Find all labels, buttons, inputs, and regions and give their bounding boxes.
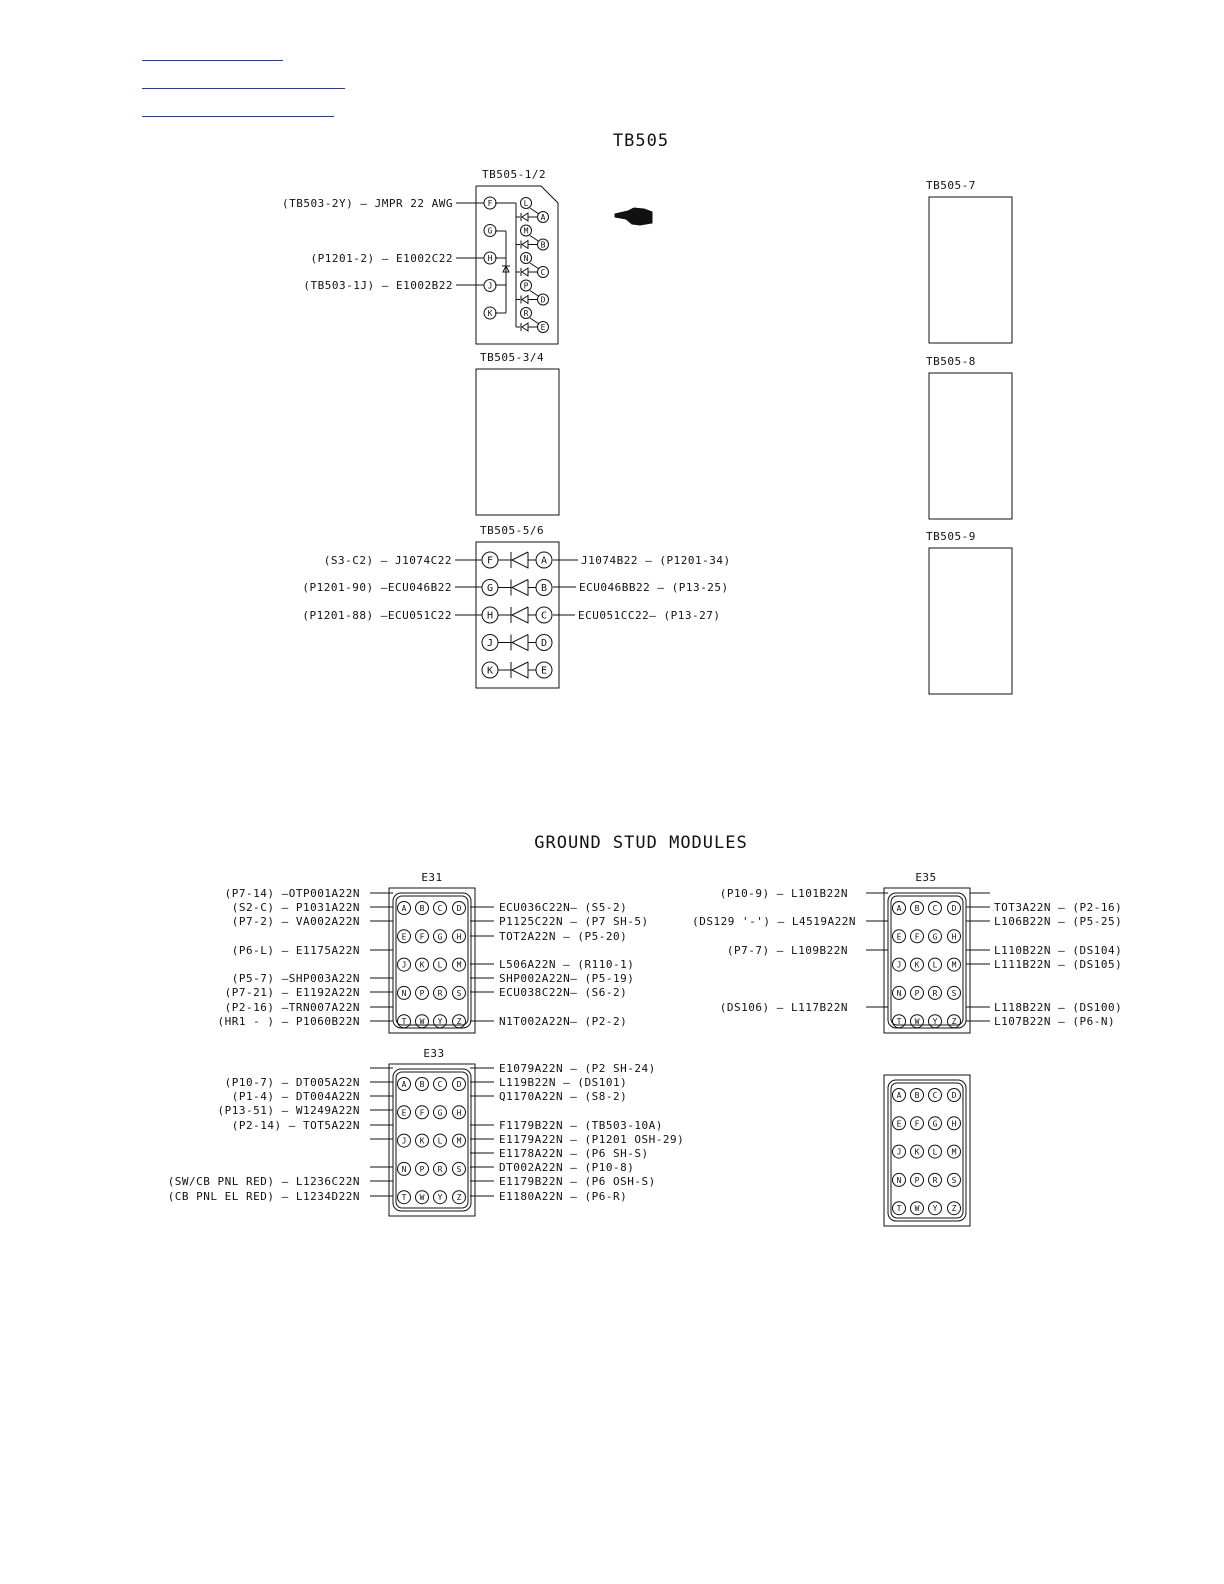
e31-pin-h <box>453 930 466 943</box>
tb505-5-6-label: TB505-5/6 <box>480 524 545 537</box>
svg-text:R: R <box>437 988 443 998</box>
e33-pin-j <box>398 1134 411 1147</box>
svg-text:F: F <box>419 1108 425 1118</box>
svg-text:R: R <box>523 309 529 318</box>
svg-text:B: B <box>914 904 920 913</box>
tb505-5-6-pin-f <box>482 552 498 568</box>
svg-text:C: C <box>437 904 443 913</box>
svg-text:H: H <box>456 1108 462 1118</box>
e31-left-label-2: (S2-C) — P1031A22N <box>231 901 360 914</box>
tb505-1-2-pin-a <box>538 212 549 223</box>
svg-text:J: J <box>896 1147 902 1157</box>
svg-text:G: G <box>932 932 938 942</box>
svg-text:D: D <box>540 638 548 649</box>
svg-text:D: D <box>456 1080 462 1089</box>
svg-text:E: E <box>540 665 548 677</box>
e35-pin-m <box>948 958 961 971</box>
svg-text:M: M <box>456 1136 462 1146</box>
e33-right-label-5: E1179A22N — (P1201 OSH-29) <box>499 1133 685 1146</box>
svg-text:P: P <box>419 988 425 998</box>
e31-pin-t <box>398 1015 411 1028</box>
svg-text:C: C <box>932 1091 938 1100</box>
e35-pin-p <box>911 986 924 999</box>
svg-text:A: A <box>401 904 407 913</box>
tb505-5-6-left-label-3: (P1201-88) —ECU051C22 <box>302 609 452 622</box>
svg-text:N: N <box>896 988 902 998</box>
tb505-5-6-pin-e <box>536 662 552 678</box>
e33-pin-h <box>453 1106 466 1119</box>
svg-text:G: G <box>437 1108 443 1118</box>
e31-pin-k <box>416 958 429 971</box>
tb505-1-2-pin-k <box>484 307 496 319</box>
svg-text:M: M <box>951 960 957 970</box>
pointing-hand-icon <box>615 208 652 225</box>
e31-pin-s <box>453 986 466 999</box>
e33-pin-l <box>434 1134 447 1147</box>
tb505-title: TB505 <box>612 131 670 151</box>
svg-text:H: H <box>456 932 462 942</box>
e31-pin-p <box>416 986 429 999</box>
svg-text:L: L <box>437 1136 443 1146</box>
svg-text:E: E <box>896 932 902 942</box>
svg-text:F: F <box>914 1119 920 1129</box>
e33-pin-c <box>434 1078 447 1091</box>
svg-text:K: K <box>914 1147 920 1157</box>
svg-text:L: L <box>523 199 529 208</box>
tb505-5-6-block <box>302 524 730 688</box>
svg-text:B: B <box>914 1091 920 1100</box>
svg-text:Y: Y <box>437 1017 443 1027</box>
e35-right-label-4: L111B22N — (DS105) <box>994 958 1123 971</box>
svg-text:C: C <box>437 1080 443 1089</box>
e35-pin-h <box>948 930 961 943</box>
e31-pin-e <box>398 930 411 943</box>
unlabeled-module-pin-a <box>893 1089 906 1102</box>
e35-right-label-2: L106B22N — (P5-25) <box>994 915 1123 928</box>
tb505-5-6-right-label-2: ECU046BB22 — (P13-25) <box>579 581 729 594</box>
tb505-7-block <box>926 179 1012 343</box>
svg-text:P: P <box>523 281 529 291</box>
svg-text:K: K <box>419 960 425 970</box>
e31-pin-g <box>434 930 447 943</box>
tb505-9-label: TB505-9 <box>926 530 976 543</box>
e33-pin-a <box>398 1078 411 1091</box>
e31-pin-l <box>434 958 447 971</box>
svg-text:K: K <box>486 665 494 677</box>
e31-left-label-3: (P7-2) — VA002A22N <box>231 915 360 928</box>
e33-pin-d <box>453 1078 466 1091</box>
svg-text:B: B <box>419 1080 425 1089</box>
svg-text:B: B <box>419 904 425 913</box>
e33-pin-y <box>434 1191 447 1204</box>
tb505-3-4-label: TB505-3/4 <box>480 351 545 364</box>
e33-left-label-1: (P10-7) — DT005A22N <box>224 1076 360 1089</box>
tb505-1-2-label-j: (TB503-1J) — E1002B22 <box>303 279 453 292</box>
svg-text:B: B <box>540 240 546 250</box>
tb505-5-6-pin-k <box>482 662 498 678</box>
unlabeled-module-pin-y <box>929 1202 942 1215</box>
svg-text:J: J <box>401 1136 407 1146</box>
e33-pin-k <box>416 1134 429 1147</box>
e33-module <box>389 1047 475 1216</box>
tb505-5-6-right-label-3: ECU051CC22— (P13-27) <box>578 609 721 622</box>
e35-pin-t <box>893 1015 906 1028</box>
e33-label: E33 <box>423 1047 445 1060</box>
e33-left-label-6: (CB PNL EL RED) — L1234D22N <box>167 1190 360 1203</box>
e31-pin-m <box>453 958 466 971</box>
e35-pin-y <box>929 1015 942 1028</box>
unlabeled-module-pin-d <box>948 1089 961 1102</box>
e31-right-label-7: N1T002A22N— (P2-2) <box>499 1015 628 1028</box>
svg-text:R: R <box>932 1175 938 1185</box>
unlabeled-module-pin-w <box>911 1202 924 1215</box>
tb505-1-2-pin-m <box>521 225 532 236</box>
unlabeled-module-pin-k <box>911 1145 924 1158</box>
tb505-1-2-label: TB505-1/2 <box>482 168 547 181</box>
svg-text:K: K <box>487 309 493 318</box>
svg-text:M: M <box>951 1147 957 1157</box>
tb505-5-6-pin-a <box>536 552 552 568</box>
svg-text:S: S <box>951 988 957 998</box>
e35-pin-z <box>948 1015 961 1028</box>
svg-text:K: K <box>419 1136 425 1146</box>
svg-text:T: T <box>896 1017 902 1027</box>
e33-right-label-2: L119B22N — (DS101) <box>499 1076 628 1089</box>
e31-left-label-7: (P2-16) —TRN007A22N <box>224 1001 360 1014</box>
e35-pin-f <box>911 930 924 943</box>
svg-text:T: T <box>401 1193 407 1203</box>
e33-pin-z <box>453 1191 466 1204</box>
unlabeled-module-pin-c <box>929 1089 942 1102</box>
e35-pin-e <box>893 930 906 943</box>
e31-pin-a <box>398 902 411 915</box>
e35-pin-n <box>893 986 906 999</box>
svg-text:P: P <box>914 988 920 998</box>
e31-left-label-4: (P6-L) — E1175A22N <box>231 944 360 957</box>
e35-pin-d <box>948 902 961 915</box>
svg-text:C: C <box>932 904 938 913</box>
tb505-1-2-pin-c <box>538 267 549 278</box>
tb505-5-6-pin-c <box>536 607 552 623</box>
e33-pin-w <box>416 1191 429 1204</box>
unlabeled-module-pin-l <box>929 1145 942 1158</box>
e35-pin-k <box>911 958 924 971</box>
e31-left-label-8: (HR1 - ) — P1060B22N <box>217 1015 360 1028</box>
e33-right-label-6: E1178A22N — (P6 SH-S) <box>499 1147 649 1160</box>
e31-right-label-3: TOT2A22N — (P5-20) <box>499 930 628 943</box>
svg-text:Y: Y <box>932 1017 938 1027</box>
svg-text:F: F <box>914 932 920 942</box>
e35-pin-s <box>948 986 961 999</box>
svg-text:F: F <box>419 932 425 942</box>
svg-text:W: W <box>914 1204 920 1214</box>
e31-pin-y <box>434 1015 447 1028</box>
tb505-1-2-pin-b <box>538 239 549 250</box>
svg-text:K: K <box>914 960 920 970</box>
e31-label: E31 <box>421 871 443 884</box>
e31-right-labels <box>499 901 649 1028</box>
tb505-5-6-pin-j <box>482 635 498 651</box>
svg-text:G: G <box>932 1119 938 1129</box>
svg-text:G: G <box>437 932 443 942</box>
e35-pin-j <box>893 958 906 971</box>
e31-pin-d <box>453 902 466 915</box>
diode-icon <box>516 263 539 276</box>
svg-text:C: C <box>540 268 546 277</box>
e31-pin-n <box>398 986 411 999</box>
svg-text:S: S <box>456 988 462 998</box>
e35-left-label-3: (P7-7) — L109B22N <box>726 944 848 957</box>
svg-text:J: J <box>401 960 407 970</box>
e33-pin-e <box>398 1106 411 1119</box>
unlabeled-module-pin-t <box>893 1202 906 1215</box>
diode-icon <box>498 580 536 596</box>
e33-pin-f <box>416 1106 429 1119</box>
e33-right-label-7: DT002A22N — (P10-8) <box>499 1161 635 1174</box>
e31-left-label-1: (P7-14) —OTP001A22N <box>224 887 360 900</box>
svg-text:Z: Z <box>456 1017 462 1027</box>
svg-text:A: A <box>540 555 548 567</box>
e35-module <box>884 871 970 1033</box>
e33-pin-g <box>434 1106 447 1119</box>
svg-text:J: J <box>896 960 902 970</box>
e35-pin-g <box>929 930 942 943</box>
tb505-1-2-pin-e <box>538 322 549 333</box>
e31-left-label-5: (P5-7) —SHP003A22N <box>231 972 360 985</box>
e33-pin-m <box>453 1134 466 1147</box>
svg-text:L: L <box>932 960 938 970</box>
unlabeled-module-pin-f <box>911 1117 924 1130</box>
svg-text:W: W <box>914 1017 920 1027</box>
svg-text:W: W <box>419 1193 425 1203</box>
svg-text:J: J <box>487 281 493 291</box>
e31-right-label-6: ECU038C22N— (S6-2) <box>499 986 628 999</box>
tb505-5-6-pin-h <box>482 607 498 623</box>
e35-pin-c <box>929 902 942 915</box>
tb505-8-block <box>926 355 1012 519</box>
svg-text:H: H <box>951 1119 957 1129</box>
e33-left-label-3: (P13-51) — W1249A22N <box>217 1104 360 1117</box>
svg-text:N: N <box>523 254 529 263</box>
unlabeled-module-pin-z <box>948 1202 961 1215</box>
svg-text:F: F <box>486 555 494 567</box>
unlabeled-module-pin-r <box>929 1173 942 1186</box>
e35-right-label-5: L118B22N — (DS100) <box>994 1001 1123 1014</box>
e33-right-labels <box>499 1062 684 1203</box>
e31-pin-r <box>434 986 447 999</box>
svg-text:Z: Z <box>951 1204 957 1214</box>
tb505-1-2-block <box>282 168 558 344</box>
tb505-1-2-label-f: (TB503-2Y) — JMPR 22 AWG <box>282 197 453 210</box>
svg-text:Z: Z <box>951 1017 957 1027</box>
e31-left-labels <box>218 887 360 1028</box>
e31-right-label-5: SHP002A22N— (P5-19) <box>499 972 635 985</box>
svg-text:L: L <box>932 1147 938 1157</box>
e31-pin-f <box>416 930 429 943</box>
e33-pin-r <box>434 1162 447 1175</box>
ground-stud-title: GROUND STUD MODULES <box>534 833 748 853</box>
diode-icon <box>516 208 539 221</box>
svg-text:E: E <box>401 932 407 942</box>
e33-left-label-4: (P2-14) — TOT5A22N <box>231 1119 360 1132</box>
tb505-1-2-pin-r <box>521 308 532 319</box>
e35-right-label-3: L110B22N — (DS104) <box>994 944 1123 957</box>
svg-text:G: G <box>486 583 494 594</box>
e35-left-label-4: (DS106) — L117B22N <box>719 1001 848 1014</box>
unlabeled-module-pin-e <box>893 1117 906 1130</box>
diode-icon <box>516 318 539 331</box>
svg-text:Z: Z <box>456 1193 462 1203</box>
e35-left-label-2: (DS129 '-') — L4519A22N <box>692 915 856 928</box>
svg-text:E: E <box>401 1108 407 1118</box>
e33-pin-n <box>398 1162 411 1175</box>
e33-left-label-2: (P1-4) — DT004A22N <box>231 1090 360 1103</box>
e33-right-label-9: E1180A22N — (P6-R) <box>499 1190 628 1203</box>
tb505-8-label: TB505-8 <box>926 355 976 368</box>
unlabeled-module-pin-p <box>911 1173 924 1186</box>
svg-text:Y: Y <box>932 1204 938 1214</box>
unlabeled-module-pin-g <box>929 1117 942 1130</box>
e33-left-labels <box>168 1076 360 1203</box>
unlabeled-module-pin-m <box>948 1145 961 1158</box>
tb505-1-2-pin-g <box>484 225 496 237</box>
svg-text:N: N <box>401 988 407 998</box>
svg-text:C: C <box>540 610 548 622</box>
svg-text:D: D <box>456 904 462 913</box>
e33-right-label-3: Q1170A22N — (S8-2) <box>499 1090 628 1103</box>
unlabeled-module-pin-n <box>893 1173 906 1186</box>
e31-module <box>389 871 475 1033</box>
svg-text:M: M <box>523 226 529 236</box>
svg-text:T: T <box>401 1017 407 1027</box>
unlabeled-module-pin-j <box>893 1145 906 1158</box>
e33-right-label-1: E1079A22N — (P2 SH-24) <box>499 1062 656 1075</box>
unlabeled-module-pin-s <box>948 1173 961 1186</box>
tb505-5-6-pin-g <box>482 580 498 596</box>
tb505-5-6-pin-b <box>536 580 552 596</box>
svg-text:P: P <box>914 1175 920 1185</box>
svg-text:A: A <box>401 1080 407 1089</box>
e31-right-label-1: ECU036C22N— (S5-2) <box>499 901 628 914</box>
svg-text:Y: Y <box>437 1193 443 1203</box>
svg-text:H: H <box>951 932 957 942</box>
tb505-1-2-pin-d <box>538 294 549 305</box>
tb505-1-2-pin-p <box>521 280 532 291</box>
diode-icon <box>498 635 536 651</box>
svg-text:A: A <box>540 213 546 222</box>
tb505-1-2-label-h: (P1201-2) — E1002C22 <box>310 252 453 265</box>
svg-text:H: H <box>486 610 494 622</box>
e35-left-label-1: (P10-9) — L101B22N <box>719 887 848 900</box>
svg-text:H: H <box>487 254 493 263</box>
diode-icon <box>516 291 539 304</box>
unlabeled-module <box>884 1075 970 1226</box>
diode-icon <box>498 662 536 678</box>
svg-text:D: D <box>951 904 957 913</box>
e33-pin-s <box>453 1162 466 1175</box>
e35-pin-b <box>911 902 924 915</box>
svg-text:E: E <box>896 1119 902 1129</box>
tb505-5-6-pin-d <box>536 635 552 651</box>
e31-pin-c <box>434 902 447 915</box>
svg-text:D: D <box>951 1091 957 1100</box>
svg-text:F: F <box>487 199 493 208</box>
svg-text:P: P <box>419 1164 425 1174</box>
e31-pin-w <box>416 1015 429 1028</box>
e35-pin-a <box>893 902 906 915</box>
diode-icon <box>498 552 536 568</box>
svg-text:A: A <box>896 1091 902 1100</box>
tb505-5-6-left-label-1: (S3-C2) — J1074C22 <box>323 554 452 567</box>
e35-left-labels <box>692 887 856 1014</box>
unlabeled-module-pin-b <box>911 1089 924 1102</box>
e35-right-label-1: TOT3A22N — (P2-16) <box>994 901 1123 914</box>
svg-text:R: R <box>932 988 938 998</box>
svg-text:W: W <box>419 1017 425 1027</box>
tb505-3-4-block <box>476 351 559 515</box>
svg-text:L: L <box>437 960 443 970</box>
svg-text:B: B <box>540 583 548 594</box>
tb505-1-2-pin-h <box>484 252 496 264</box>
svg-text:S: S <box>456 1164 462 1174</box>
e31-right-label-2: P1125C22N — (P7 SH-5) <box>499 915 649 928</box>
e31-right-label-4: L506A22N — (R110-1) <box>499 958 635 971</box>
e33-right-label-8: E1179B22N — (P6 OSH-S) <box>499 1175 656 1188</box>
tb505-5-6-right-label-1: J1074B22 — (P1201-34) <box>581 554 731 567</box>
svg-text:T: T <box>896 1204 902 1214</box>
e33-pin-t <box>398 1191 411 1204</box>
e31-pin-b <box>416 902 429 915</box>
unlabeled-module-pin-h <box>948 1117 961 1130</box>
e35-pin-l <box>929 958 942 971</box>
tb505-1-2-pin-n <box>521 253 532 264</box>
diode-icon <box>498 607 536 623</box>
tb505-5-6-left-label-2: (P1201-90) —ECU046B22 <box>302 581 452 594</box>
svg-text:D: D <box>540 295 546 305</box>
tb505-1-2-pin-f <box>484 197 496 209</box>
svg-text:S: S <box>951 1175 957 1185</box>
svg-text:E: E <box>540 323 546 332</box>
svg-text:N: N <box>896 1175 902 1185</box>
e31-pin-z <box>453 1015 466 1028</box>
tb505-1-2-pin-j <box>484 280 496 292</box>
e33-right-label-4: F1179B22N — (TB503-10A) <box>499 1119 663 1132</box>
svg-text:J: J <box>486 638 494 649</box>
e35-right-labels <box>994 901 1122 1028</box>
diode-icon <box>516 236 539 249</box>
e33-left-label-5: (SW/CB PNL RED) — L1236C22N <box>167 1175 360 1188</box>
tb505-7-label: TB505-7 <box>926 179 976 192</box>
svg-text:R: R <box>437 1164 443 1174</box>
svg-text:G: G <box>487 226 493 236</box>
svg-text:N: N <box>401 1164 407 1174</box>
e35-pin-r <box>929 986 942 999</box>
e35-pin-w <box>911 1015 924 1028</box>
tb505-1-2-pin-l <box>521 198 532 209</box>
e35-label: E35 <box>915 871 937 884</box>
e31-pin-j <box>398 958 411 971</box>
e35-right-label-6: L107B22N — (P6-N) <box>994 1015 1116 1028</box>
svg-text:M: M <box>456 960 462 970</box>
e33-pin-p <box>416 1162 429 1175</box>
tb505-9-block <box>926 530 1012 694</box>
e31-left-label-6: (P7-21) — E1192A22N <box>224 986 360 999</box>
e33-pin-b <box>416 1078 429 1091</box>
svg-text:A: A <box>896 904 902 913</box>
